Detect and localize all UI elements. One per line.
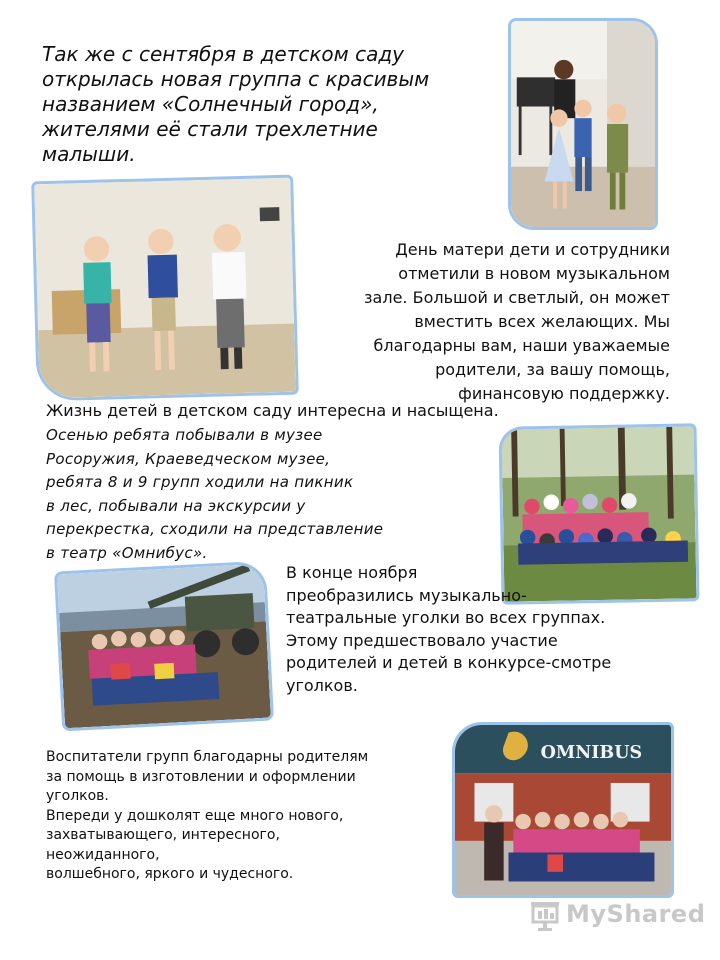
text-line: неожиданного,	[46, 846, 160, 863]
text-line: преобразились музыкально-	[286, 585, 527, 605]
text-line: малыши.	[42, 142, 136, 166]
text-line: ребята 8 и 9 групп ходили на пикник	[46, 473, 354, 491]
paragraph-teachers-thanks	[46, 748, 368, 885]
text-line: Воспитатели групп благодарны родителям	[46, 749, 369, 765]
text-line: В конце ноября	[286, 563, 418, 582]
text-line: за помощь в изготовлении и оформлении	[46, 768, 356, 785]
text-line: захватывающего, интересного,	[46, 827, 280, 843]
text-line: вместить всех желающих. Мы	[414, 312, 670, 331]
text-line: уголков.	[286, 675, 358, 695]
text-line: названием «Солнечный город»,	[42, 92, 379, 116]
myshared-watermark	[528, 898, 706, 934]
paragraph-new-group	[42, 42, 429, 167]
text-line: волшебного, яркого и чудесного.	[46, 866, 294, 882]
text-line: в театр «Омнибус».	[46, 543, 208, 562]
text-line: в лес, побывали на экскурсии у	[46, 496, 306, 515]
photo-music-room-children	[508, 18, 658, 230]
text-line: финансовую поддержку.	[458, 384, 670, 403]
text-line: зале. Большой и светлый, он может	[364, 288, 670, 307]
text-line: Впереди у дошколят еще много нового,	[46, 807, 344, 824]
text-line: родителей и детей в конкурсе-смотре	[286, 653, 612, 672]
watermark-text: MyShared	[566, 900, 706, 928]
theatre-sign: OMNIBUS	[540, 742, 643, 763]
photo-three-boys-performing	[31, 175, 299, 402]
text-line: День матери дети и сотрудники	[395, 240, 670, 259]
text-line: благодарны вам, наши уважаемые	[373, 336, 670, 355]
text-line: Так же с сентября в детском саду	[42, 42, 405, 66]
text-line: жителями её стали трехлетние	[42, 117, 378, 141]
photo-museum-cannon-group	[54, 561, 274, 732]
paragraph-november-corners	[286, 562, 611, 697]
paragraph-autumn-trips	[46, 424, 383, 565]
presentation-board-icon	[528, 898, 564, 934]
text-line: родители, за вашу помощь,	[435, 360, 670, 379]
text-line: отметили в новом музыкальном	[398, 264, 670, 283]
photo-omnibus-theatre-group	[452, 722, 674, 898]
text-line: Осенью ребята побывали в музее	[46, 426, 323, 444]
text-line: Этому предшествовало участие	[286, 630, 558, 650]
paragraph-life-heading: Жизнь детей в детском саду интересна и насыщена.	[46, 401, 499, 420]
text-line: открылась новая группа с красивым	[42, 67, 430, 91]
paragraph-mothers-day	[364, 238, 670, 406]
text-line: Росоружия, Краеведческом музее,	[46, 449, 331, 468]
text-line: перекрестка, сходили на представление	[46, 520, 384, 538]
text-line: театральные уголки во всех группах.	[286, 608, 606, 627]
text-line: уголков.	[46, 788, 109, 804]
